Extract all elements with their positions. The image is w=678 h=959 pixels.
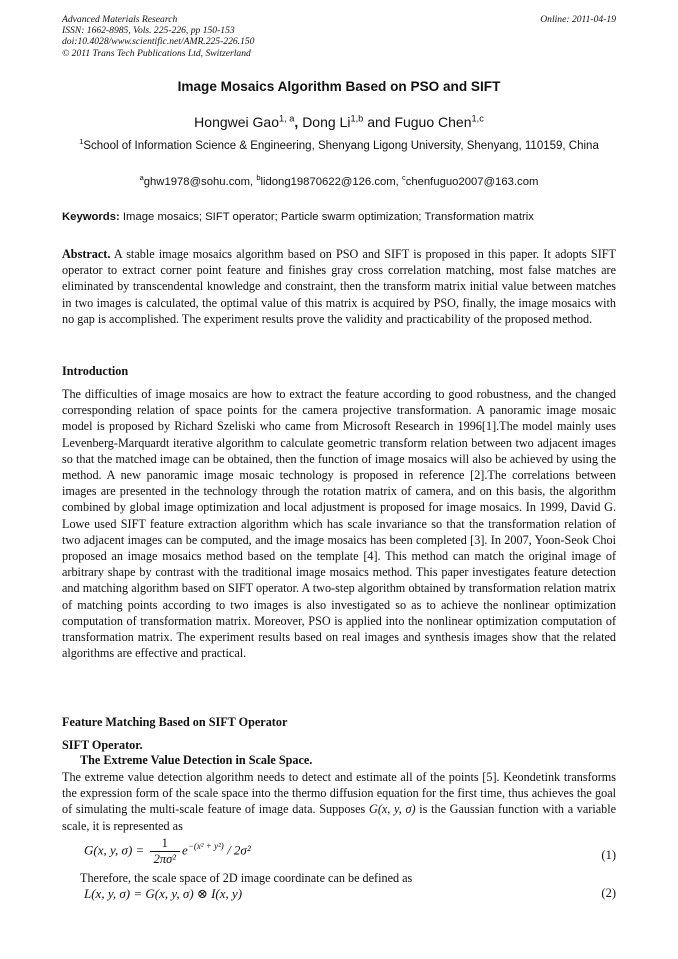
eq1-denominator: 2πσ²: [150, 851, 180, 867]
author-superscript: 1, a: [279, 113, 295, 124]
subsubsection-heading-extreme: The Extreme Value Detection in Scale Space.: [80, 753, 313, 767]
author-name: Dong Li: [302, 114, 351, 130]
abstract-label: Abstract.: [62, 247, 111, 261]
affiliation-text: School of Information Science & Engineering, Shenyang Ligong University, Shenyang, 110159, China: [83, 140, 599, 152]
author-separator: ,: [294, 114, 299, 130]
introduction-body: The difficulties of image mosaics are how to extract the feature according to good robustness, and the changed corresponding relation of space points for the camera projective transformation. A panoramic image mosaic model is proposed by Richard Szeliski who came from Microsoft Research in 1996[1].The model mainly uses Levenberg-Marquardt iterative algorithm to calculate geometric transform relation between two adjacent images so that the matched image can be obtained, then the function of image mosaics will also be achieved by using the method. A new panoramic image mosaic technology is proposed in reference [2].The correlations between images are presented in the technology through the rotation matrix of camera, and on this basis, the algorithm combined by global image optimization and local adjustment is proposed for image mosaics. In 1999, David G. Lowe used SIFT feature extraction algorithm which has scale invariance so that the transformation relation of two adjacent images can be computed, and the image mosaics has been completed [3]. In 2007, Yoon-Seok Choi proposed an image mosaics method based on the template [4]. This method can match the original image of arbitrary shape by contrast with the traditional image mosaics method. This paper investigates feature detection and matching algorithm based on SIFT operator. A two-step algorithm obtained by transformation relation matrix of matching points according to two images is also investigated so as to achieve the nonlinear optimization computation of transformation matrix. Moreover, PSO is applied into the nonlinear optimization computation of transformation matrix. The experiment results based on real images and synthesis images show that the related algorithms are effective and practical.: [62, 387, 616, 661]
equation-2: [84, 886, 616, 902]
copyright-line: © 2011 Trans Tech Publications Ltd, Switzerland: [62, 47, 251, 59]
eq1-tail: / 2σ²: [227, 842, 251, 858]
email-superscript: a: [139, 173, 144, 183]
eq1-exponent: −(x² + y²): [187, 841, 224, 852]
email-link[interactable]: lidong19870622@126.com,: [260, 176, 399, 188]
author-name: Fuguo Chen: [394, 114, 472, 130]
author-emails: [0, 173, 678, 188]
abstract-text: A stable image mosaics algorithm based on PSO and SIFT is proposed in this paper. It adopts SIFT operator to extract corner point feature and finishes gray cross correlation matching, most false matches are eliminated by transcendental knowledge and constraint, then the transform matrix initial value between matches in two images is calculated, the optimal value of this matrix is acquired by PSO, finally, the image mosaics with no gap is accomplished. The experiment results prove the validity and practicability of the proposed method.: [62, 247, 616, 326]
section2-body: [62, 769, 616, 834]
eq2-expression: L(x, y, σ) = G(x, y, σ) ⊗ I(x, y): [84, 886, 243, 901]
author-conjunction: and: [367, 114, 391, 130]
keywords-text: Image mosaics; SIFT operator; Particle swarm optimization; Transformation matrix: [122, 211, 534, 223]
inline-math-gaussian: G(x, y, σ): [369, 802, 416, 817]
journal-header: [62, 14, 616, 59]
section2-text-after: is the Gaussian function with a variable scale, it is represented as: [62, 802, 617, 833]
email-link[interactable]: chenfuguo2007@163.com: [405, 176, 539, 188]
author-superscript: 1,c: [471, 113, 484, 124]
eq1-number: (1): [601, 848, 616, 862]
issn-line: ISSN: 1662-8985, Vols. 225-226, pp 150-153: [62, 25, 235, 37]
subsection-heading-sift: SIFT Operator.: [62, 738, 143, 752]
eq2-number: (2): [601, 886, 616, 900]
eq1-lhs: G(x, y, σ) =: [84, 842, 145, 858]
email-link[interactable]: ghw1978@sohu.com,: [143, 176, 254, 188]
email-superscript: b: [256, 173, 261, 183]
author-list: [0, 114, 678, 130]
author-name: Hongwei Gao: [194, 114, 279, 130]
affiliation: [62, 139, 616, 154]
journal-name: Advanced Materials Research: [62, 14, 178, 25]
keywords-label: Keywords:: [62, 211, 120, 223]
doi-line: doi:10.4028/www.scientific.net/AMR.225-226.150: [62, 36, 255, 48]
eq1-numerator: 1: [161, 836, 168, 850]
equation-1: [84, 836, 616, 867]
eq1-fraction: [150, 836, 180, 867]
section2-between-text: Therefore, the scale space of 2D image coordinate can be defined as: [80, 871, 413, 885]
abstract: [62, 246, 616, 327]
author-superscript: 1,b: [350, 113, 364, 124]
keywords: [62, 211, 616, 223]
online-date: Online: 2011-04-19: [540, 14, 616, 25]
email-superscript: c: [401, 173, 406, 183]
section2-text-before: The extreme value detection algorithm needs to detect and estimate all of the points [5]. Keondetink transforms the expression form of the scale space into the thermo diffusion equation for the first time, thus achieves the goal of simulating the multi-scale feature of image data. Supposes: [62, 770, 616, 817]
affiliation-superscript: 1: [79, 137, 84, 147]
paper-title: Image Mosaics Algorithm Based on PSO and SIFT: [177, 79, 501, 94]
eq1-exp-base: e: [182, 842, 188, 858]
section-heading-feature-matching: Feature Matching Based on SIFT Operator: [62, 715, 288, 729]
section-heading-introduction: Introduction: [62, 364, 129, 378]
